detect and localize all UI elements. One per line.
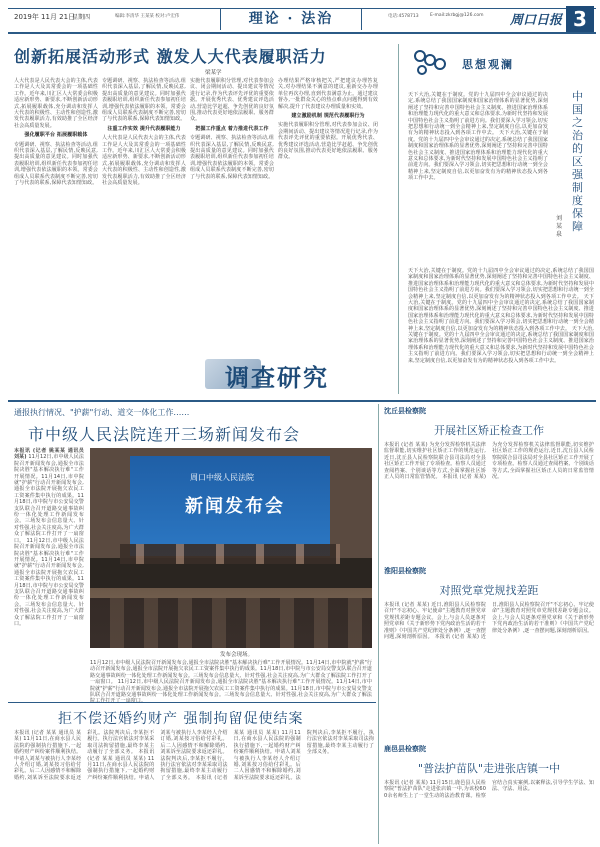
issue-weekday: 星期四 (72, 14, 91, 21)
article-column-2 (102, 78, 186, 288)
article2-text-2: 11月12日,市中级人民法院召开新闻发布会,通报全市法院决胜"基本解决执行难"工作开展情况。11月14日,市中院就"护薪"行动召开新闻发布会,通报全市法院开展拖欠农民工工资案件集中执行的成果。11月18日,市中院与市公安局交警支队联合召开道路交通事故纠纷一体化处理工作新闻发布会。三场发布会信息量大、针对性强,社会关注度高,为广大群众了解法院工作打开了一扇窗口。 (90, 660, 372, 686)
article2-text-2b: 11月12日,市中级人民法院召开新闻发布会,通报全市法院决胜"基本解决执行难"工作开展情况。11月14日,市中院就"护薪"行动召开新闻发布会,通报全市法院开展拖欠农民工工资案件集中执行的成果。11月18日,市中院与市公安局交警支队联合召开道路交通事故纠纷一体化处理工作新闻发布会。三场发布会信息量大、针对性强,社会关注度高,为广大群众了解法 (90, 679, 372, 699)
feature-banner (205, 355, 375, 395)
bottom-headline: 拒不偿还婚约财产 强制拘留促使结案 (58, 711, 304, 727)
masthead-bottom-rule (8, 32, 596, 34)
bottom-text-2: 本报讯 (记者 某某 通讯员 某某) 11月11日,在商水县人民法院的强制执行措施下,一起婚约财产纠纷案件顺利执结。申请人刘某与被执行人李某经人介绍订婚,刘某按习俗给付彩礼。后二人因感情不和解除婚约,刘某诉至法院要求返还彩礼。法院判决后,李某拒不履行。执行法官依法对李某采取司法拘留措施,最终李某主动履行了全部义务。 (87, 730, 228, 781)
photo-backdrop (130, 456, 330, 556)
article2-kicker: 通报执行情况、"护薪"行动、道交一体化工作…… (14, 408, 190, 417)
article-column-3 (190, 78, 274, 288)
editor-info: 编辑:李清华 王某某 校对:卢宏伟 (115, 14, 180, 19)
brief-1-body-b: 本报讯 (记者 某某) 为充分发挥检察机关法律监督职能,切实维护社区矫正工作的规范运行,近日,沈丘县人民检察院联合县司法局对全县社区矫正工作开展了专项检查。检察人员通过查阅档案、个别谈话等方式,全面掌握社区矫正人员的日常监管情况。 (442, 442, 595, 481)
photo-caption: 发布会现场。 (220, 652, 254, 658)
article-col1-cont: 专题调研、视察、执法检查等活动,组织代表深入基层,了解民情,反映民意,提出高质量的意见建议。同时加强代表履职培训,组织新任代表参加初任培训,增强代表依法履职的本领。常委会组成人员联系代表制度不断完善,密切了与代表的联系,保障代表知情知政。 (14, 141, 98, 187)
article2-text-1: 11月12日,市中级人民法院召开新闻发布会,通报全市法院决胜"基本解决执行难"工作开展情况。11月14日,市中院就"护薪"行动召开新闻发布会,通报全市法院开展拖欠农民工工资案件集中执行的成果。11月18日,市中院与市公安局交警支队联合召开道路交通事故纠纷一体化处理工作新闻发布会。三场发布会信息量大、针对性强,社会关注度高,为广大群众了解法院工作打开了一扇窗口。 (14, 454, 84, 544)
section-rule (8, 400, 596, 402)
brief-3-text (384, 780, 594, 846)
brief-2-body: 本报讯 (记者 某某) 近日,淮阳县人民检察院召开"不忘初心、牢记使命"主题教育对照党章党规找差距专题会议。会上,与会人员逐条对照党章和《关于新形势下党内政治生活的若干准则》《中国共产党纪律处分条例》,逐一查摆问题,深刻剖析原因。 (384, 602, 487, 641)
article2-text-1b: 11月12日,市中级人民法院召开新闻发布会,通报全市法院决胜"基本解决执行难"工作开展情况。11月14日,市中院就"护薪"行动召开新闻发布会,通报全市法院开展拖欠农民工工资案件集中执行的成果。11月18日,市中院与市公安局交警支队联合召开道路交通事故纠纷一体化处理工作新闻发布会。三场发布会信息量大、针对性强,社会关注度高,为广大群众了解法院工作打开了一扇窗口。 (14, 537, 84, 627)
article-subhead-1: 强化履职平台 拓展履职载体 (24, 132, 88, 139)
article-headline: 创新拓展活动形式 激发人大代表履职活力 (14, 47, 327, 66)
brief-3-headline: "普法护苗队"走进张店镇一中 (417, 762, 561, 775)
article-col2-cont: 人大代表是人民代表大会的主体,代表工作是人大及其常委会的一项基础性工作。近年来,川汇区人大常委会积极适应新形势、新要求,不断创新活动形式,拓展履职载体,充分调动和发挥人大代表的积极性、主动性和创造性,激发代表履职活力,有效助推了全区经济社会高质量发展。 (102, 135, 186, 187)
article2-reporter: 本报讯 (记者 姚某某 通讯员 刘某) (14, 448, 84, 461)
sidebar-column-title: 思想观澜 (462, 58, 514, 71)
page-number: 3 (573, 7, 587, 31)
article-byline: 梁某学 (205, 70, 222, 76)
article-col2-text: 专题调研、视察、执法检查等活动,组织代表深入基层,了解民情,反映民意,提出高质量的意见建议。同时加强代表履职培训,组织新任代表参加初任培训,增强代表依法履职的本领。常委会组成人员联系代表制度不断完善,密切了与代表的联系,保障代表知情知政。 (102, 78, 186, 123)
sidebar-text-2: 天下大治,关键在于制度。党的十九届四中全会审议通过的决定,系统总结了我国国家制度和国家治理体系的显著优势,深刻阐述了坚持和完善中国特色社会主义制度、推进国家治理体系和治理能力现代化的重大意义和总体要求,为新时代坚持和发展中国特色社会主义指明了前进方向。我们要深入学习领会,切实把思想和行动统一到全会精神上来,坚定制度自信,以更加奋发有为的精神状态投入到各项工作中去。 (408, 130, 549, 182)
sidebar-text-5: 天下大治,关键在于制度。党的十九届四中全会审议通过的决定,系统总结了我国国家制度和国家治理体系的显著优势,深刻阐述了坚持和完善中国特色社会主义制度、推进国家治理体系和治理能力现代化的重大意义和总体要求,为新时代坚持和发展中国特色社会主义指明了前进方向。我们要深入学习领会,切实把思想和行动统一到全会精神上来,坚定制度自信,以更加奋发有为的精神状态投入到各项工作中去。 (408, 325, 594, 364)
paper-name: 周口日报 (510, 13, 563, 28)
article-col4-cont: 实施代表履职积分管理,对代表参加会议、闭会期间活动、提出建议等情况进行记录,作为代表评先评优的重要依据。开展优秀代表、优秀建议评选活动,营造比学赶超、争先创优的良好氛围,推动代表更好地依法履职、服务群众。 (278, 122, 378, 161)
bottom-text-1: 本报讯 (记者 某某 通讯员 某某) 11月11日,在商水县人民法院的强制执行措施下,一起婚约财产纠纷案件顺利执结。申请人刘某与被执行人李某经人介绍订婚,刘某按习俗给付彩礼。后二人因感情不和解除婚约,刘某诉至法院要求返还彩礼。法院判决后,李某拒不履行。执行法官依法对李某采取司法拘留措施,最终李某主动履行了全部义务。 (14, 730, 155, 781)
press-conference-photo (90, 448, 372, 648)
bottom-article-text (14, 730, 374, 842)
article-subhead-3: 把握工作重点 着力推进代表工作 (195, 125, 269, 132)
sidebar-text-4: 天下大治,关键在于制度。党的十九届四中全会审议通过的决定,系统总结了我国国家制度和国家治理体系的显著优势,深刻阐述了坚持和完善中国特色社会主义制度、推进国家治理体系和治理能力现代化的重大意义和总体要求,为新时代坚持和发展中国特色社会主义指明了前进方向。我们要深入学习领会,切实把思想和行动统一到全会精神上来,坚定制度自信,以更加奋发有为的精神状态投入到各项工作中去。 (408, 293, 594, 332)
article-column-4 (278, 78, 378, 288)
brief-3-body: 本报讯 (记者 某某) 11月15日,鹿邑县人民检察院"普法护苗队"走进张店镇一中,为该校600余名师生上了一堂生动的法治教育课。检察官结合真实案例,以案释法,引导学生学法、知法、守法、用法。 (384, 780, 594, 799)
section-title-box (220, 8, 362, 30)
article-intro: 人大代表是人民代表大会的主体,代表工作是人大及其常委会的一项基础性工作。近年来,川汇区人大常委会积极适应新形势、新要求,不断创新活动形式,拓展履职载体,充分调动和发挥人大代表的积极性、主动性和创造性,激发代表履职活力,有效助推了全区经济社会高质量发展。 (14, 78, 98, 129)
sidebar-text-1: 天下大治,关键在于制度。党的十九届四中全会审议通过的决定,系统总结了我国国家制度和国家治理体系的显著优势,深刻阐述了坚持和完善中国特色社会主义制度、推进国家治理体系和治理能力现代化的重大意义和总体要求,为新时代坚持和发展中国特色社会主义指明了前进方向。我们要深入学习领会,切实把思想和行动统一到全会精神上来,坚定制度自信,以更加奋发有为的精神状态投入到各项工作中去。 (408, 92, 548, 137)
section-title: 理论 · 法治 (248, 11, 334, 27)
brief-2 (384, 566, 594, 736)
brief-3 (384, 744, 594, 844)
sidebar-vertical-title: 中国之治的区强制度保障 (572, 90, 583, 233)
article-column-1 (14, 78, 98, 288)
article-col3-text: 实施代表履职积分管理,对代表参加会议、闭会期间活动、提出建议等情况进行记录,作为代表评先评优的重要依据。开展优秀代表、优秀建议评选活动,营造比学赶超、争先创优的良好氛围,推动代表更好地依法履职、服务群众。 (190, 78, 274, 123)
briefs-divider (378, 404, 379, 844)
photo-title-text: 新闻发布会 (185, 496, 285, 517)
brief-1 (384, 406, 594, 556)
brief-2-label: 淮阳县检察院 (384, 567, 426, 575)
brief-2-headline: 对照党章党规找差距 (439, 584, 539, 597)
masthead (0, 0, 600, 38)
article-subhead-4: 建立激励机制 规范代表履职行为 (291, 113, 365, 120)
brief-1-body: 本报讯 (记者 某某) 为充分发挥检察机关法律监督职能,切实维护社区矫正工作的规范运行,近日,沈丘县人民检察院联合县司法局对全县社区矫正工作开展了专项检查。检察人员通过查阅档案、个别谈话等方式,全面掌握社区矫正人员的日常监管情况。 (384, 442, 487, 481)
brief-3-label: 鹿邑县检察院 (384, 745, 426, 753)
brief-2-body-b: 本报讯 (记者 某某) 近日,淮阳县人民检察院召开"不忘初心、牢记使命"主题教育对照党章党规找差距专题会议。会上,与会人员逐条对照党章和《关于新形势下党内政治生活的若干准则》《中国共产党纪律处分条例》,逐一查摆问题,深刻剖析原因。 (434, 602, 594, 641)
sidebar-logo-icon (412, 48, 456, 78)
article-subhead-2: 注重工作实效 提升代表履职能力 (107, 125, 181, 132)
issue-date: 2019年 11月 21日 (14, 13, 76, 21)
sidebar-text-top (408, 92, 548, 264)
sidebar-text-bottom (408, 268, 594, 396)
page-number-box (566, 6, 594, 32)
banner-title: 调查研究 (225, 363, 329, 392)
column-divider (398, 44, 399, 394)
brief-1-text (384, 442, 594, 558)
sidebar-author: 刘某泉 (556, 215, 563, 238)
sidebar-text-3: 天下大治,关键在于制度。党的十九届四中全会审议通过的决定,系统总结了我国国家制度和国家治理体系的显著优势,深刻阐述了坚持和完善中国特色社会主义制度、推进国家治理体系和治理能力现代化的重大意义和总体要求,为新时代坚持和发展中国特色社会主义指明了前进方向。我们要深入学习领会,切实把思想和行动统一到全会精神上来,坚定制度自信,以更加奋发有为的精神状态投入到各项工作中去。 (408, 268, 594, 300)
article-col3-cont: 专题调研、视察、执法检查等活动,组织代表深入基层,了解民情,反映民意,提出高质量的意见建议。同时加强代表履职培训,组织新任代表参加初任培训,增强代表依法履职的本领。常委会组成人员联系代表制度不断完善,密切了与代表的联系,保障代表知情知政。 (190, 135, 274, 180)
article2-headline: 市中级人民法院连开三场新闻发布会 (28, 425, 301, 444)
photo-audience (90, 598, 372, 648)
brief-1-label: 沈丘县检察院 (384, 407, 426, 415)
bottom-text-3: 本报讯 (记者 某某 通讯员 某某) 11月11日,在商水县人民法院的强制执行措施下,一起婚约财产纠纷案件顺利执结。申请人刘某与被执行人李某经人介绍订婚,刘某按习俗给付彩礼。后二人因感情不和解除婚约,刘某诉至法院要求返还彩礼。法院判决后,李某拒不履行。执行法官依法对李某采取司法拘留措施,最终李某主动履行了全部义务。 (195, 730, 374, 781)
brief-1-headline: 开展社区矫正检查工作 (434, 424, 544, 437)
article2-column-1 (14, 448, 84, 698)
photo-people (120, 544, 340, 564)
masthead-email: E-mail:zkrbgj@126.com (430, 13, 484, 18)
article-col4-text: 办理结果严格审核把关,严把建议办理答复关,对办理结果不满意的建议,重新交办办理单位再次办理,直到代表满意为止。通过建议督办,一批群众关心的热点难点问题得到有效解决,提升了代表建议办理质量和实效。 (278, 78, 378, 110)
brief-2-text (384, 602, 594, 738)
masthead-phone: 电话:4578713 (388, 14, 419, 19)
article2-column-2 (90, 660, 372, 700)
photo-sign-text: 周口中级人民法院 (190, 473, 254, 482)
bottom-rule (8, 702, 376, 703)
